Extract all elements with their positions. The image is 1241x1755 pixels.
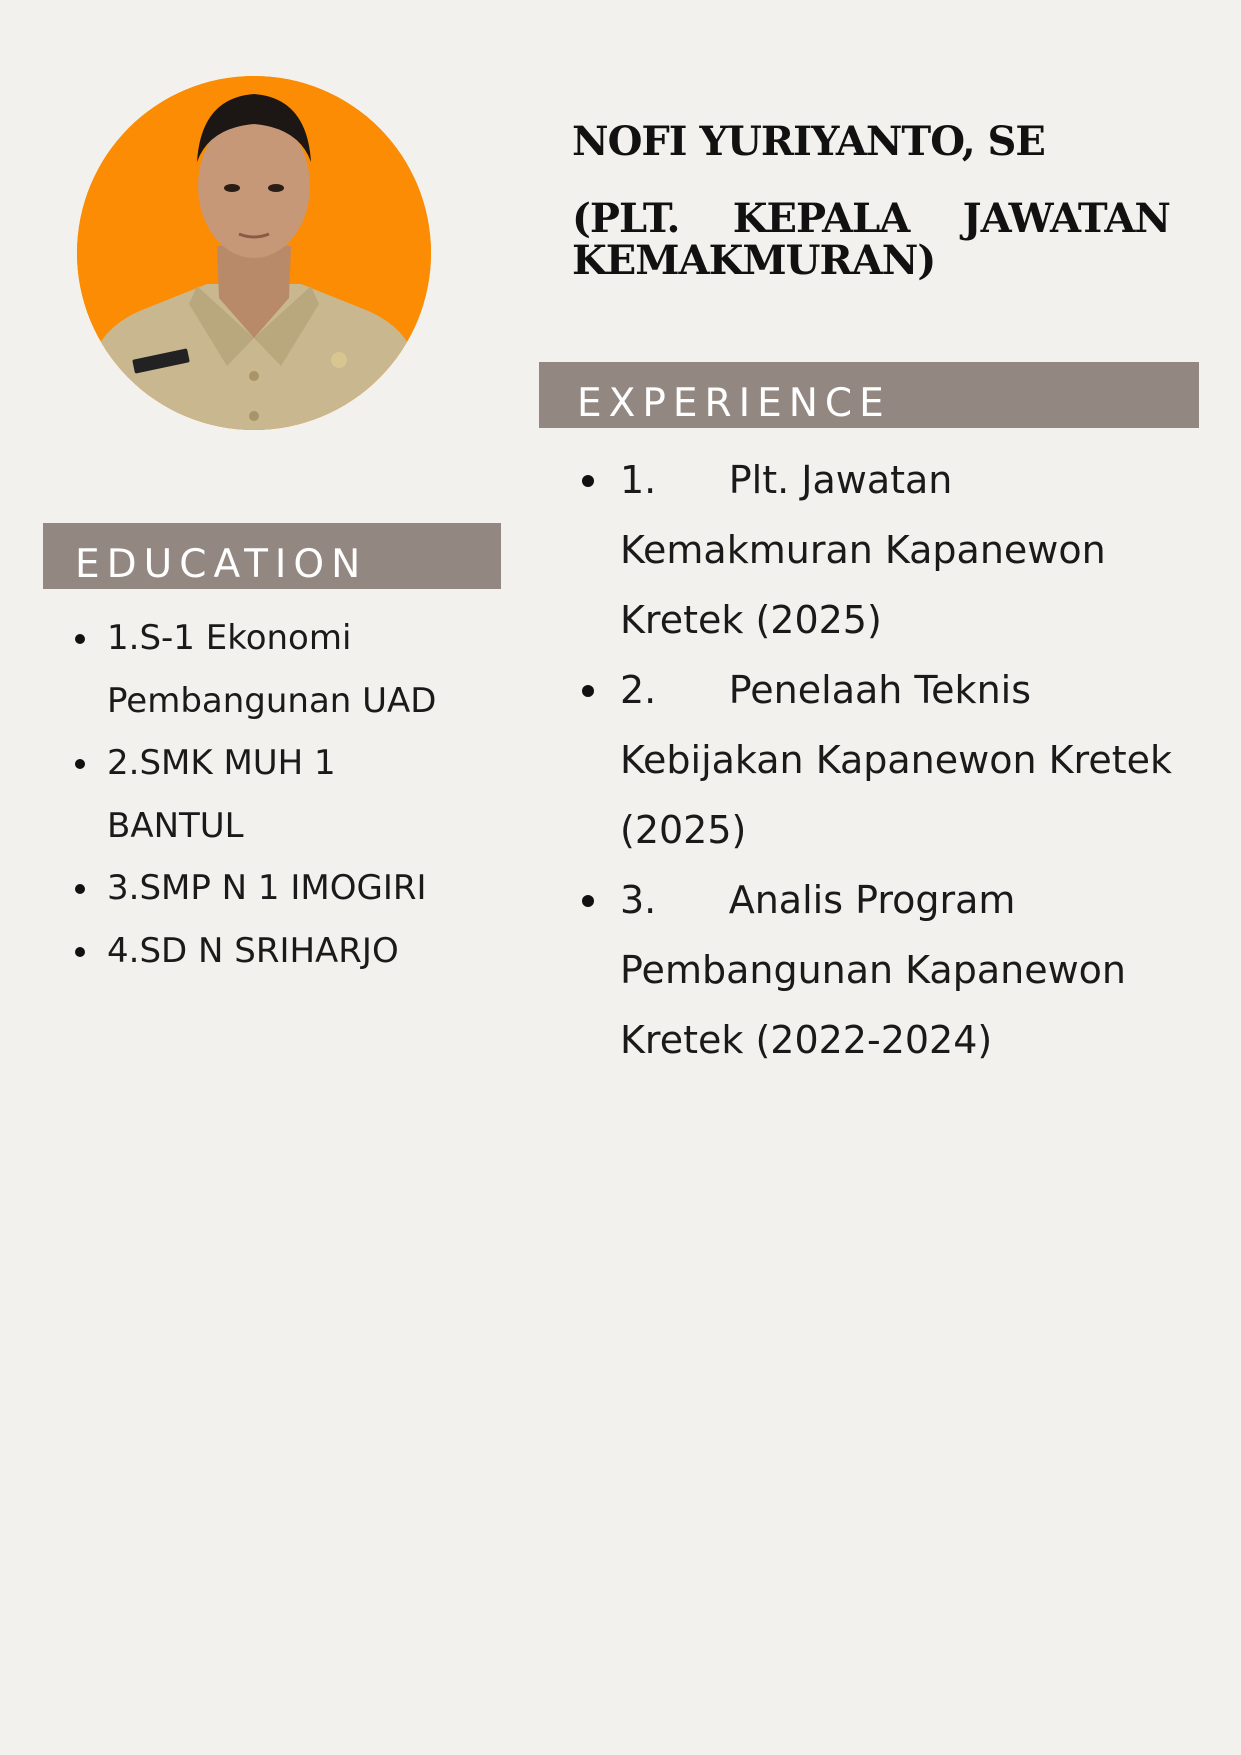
education-item: 1.S-1 Ekonomi Pembangunan UAD [107, 607, 437, 732]
experience-item: 1. Plt. Jawatan Kemakmuran Kapanewon Kretek (2025) [620, 445, 1180, 655]
person-portrait [77, 76, 431, 430]
education-item: 4.SD N SRIHARJO [107, 920, 437, 983]
education-heading: EDUCATION [43, 523, 501, 589]
education-item: 3.SMP N 1 IMOGIRI [107, 857, 437, 920]
profile-photo [77, 76, 431, 430]
experience-list [620, 445, 1185, 1075]
experience-item: 2. Penelaah Teknis Kebijakan Kapanewon Kretek (2025) [620, 655, 1180, 865]
person-name: NOFI YURIYANTO, SE [572, 118, 1045, 165]
education-list [107, 607, 437, 982]
person-role: (PLT. KEPALA JAWATAN KEMAKMURAN) [572, 195, 1170, 284]
education-item: 2.SMK MUH 1 BANTUL [107, 732, 437, 857]
experience-heading: EXPERIENCE [539, 362, 1199, 428]
experience-item: 3. Analis Program Pembangunan Kapanewon Kretek (2022-2024) [620, 865, 1180, 1075]
